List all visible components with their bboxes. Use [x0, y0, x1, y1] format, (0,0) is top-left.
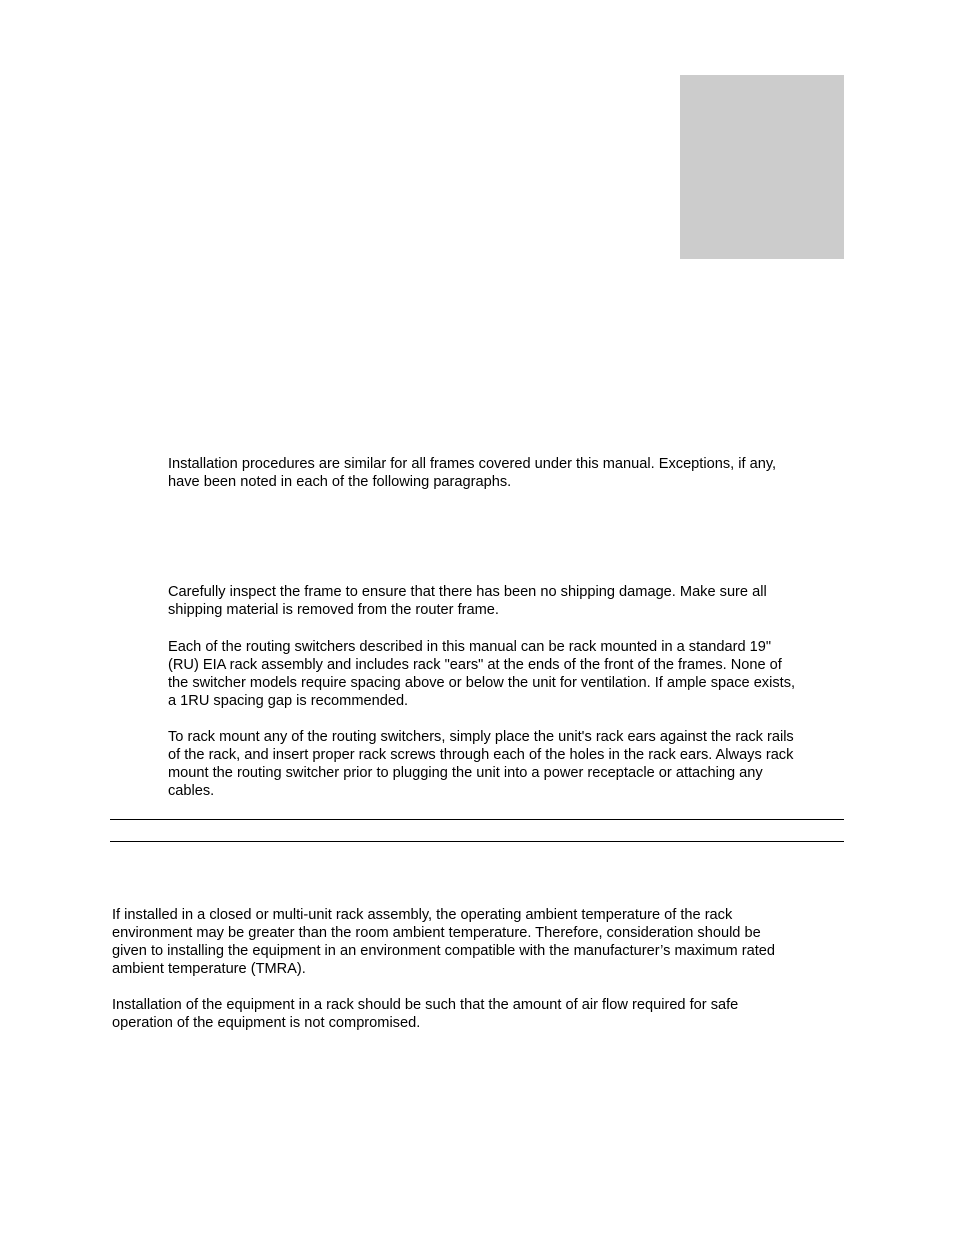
rack-procedure-paragraph [168, 728, 794, 800]
ambient-temperature-line: given to installing the equipment in an environment compatible with the manufacturer’s maximum rated [112, 943, 776, 959]
ambient-temperature-paragraph [112, 906, 775, 978]
air-flow-line: operation of the equipment is not compromised. [112, 1015, 421, 1031]
intro-paragraph [168, 455, 776, 491]
ambient-temperature-line: environment may be greater than the room ambient temperature. Therefore, consideration should be [112, 925, 761, 941]
rack-procedure-line: of the rack, and insert proper rack screws through each of the holes in the rack ears. Always rack [168, 747, 794, 763]
inspection-line: shipping material is removed from the router frame. [168, 602, 499, 618]
air-flow-paragraph [112, 996, 738, 1032]
rack-procedure-line: mount the routing switcher prior to plugging the unit into a power receptacle or attaching any [168, 765, 763, 781]
inspection-paragraph [168, 583, 767, 619]
intro-line: have been noted in each of the following paragraphs. [168, 474, 512, 490]
ambient-temperature-line: ambient temperature (TMRA). [112, 961, 306, 977]
rack-mounting-line: (RU) EIA rack assembly and includes rack "ears" at the ends of the front of the frames. None of [168, 657, 782, 673]
chapter-tab-block [680, 75, 844, 259]
ambient-temperature-line: If installed in a closed or multi-unit rack assembly, the operating ambient temperature of the rack [112, 907, 733, 923]
intro-line: Installation procedures are similar for all frames covered under this manual. Exceptions, if any, [168, 456, 777, 472]
rack-mounting-line: a 1RU spacing gap is recommended. [168, 693, 409, 709]
rack-procedure-line: cables. [168, 783, 215, 799]
inspection-line: Carefully inspect the frame to ensure that there has been no shipping damage. Make sure all [168, 584, 767, 600]
air-flow-line: Installation of the equipment in a rack should be such that the amount of air flow required for safe [112, 997, 739, 1013]
rack-mounting-paragraph [168, 638, 795, 710]
rack-mounting-line: Each of the routing switchers described in this manual can be rack mounted in a standard 19" [168, 639, 772, 655]
rack-mounting-line: the switcher models require spacing above or below the unit for ventilation. If ample space exists, [168, 675, 796, 691]
section-divider-top [110, 819, 844, 820]
rack-procedure-line: To rack mount any of the routing switchers, simply place the unit's rack ears against the rack rails [168, 729, 794, 745]
section-divider-bottom [110, 841, 844, 842]
